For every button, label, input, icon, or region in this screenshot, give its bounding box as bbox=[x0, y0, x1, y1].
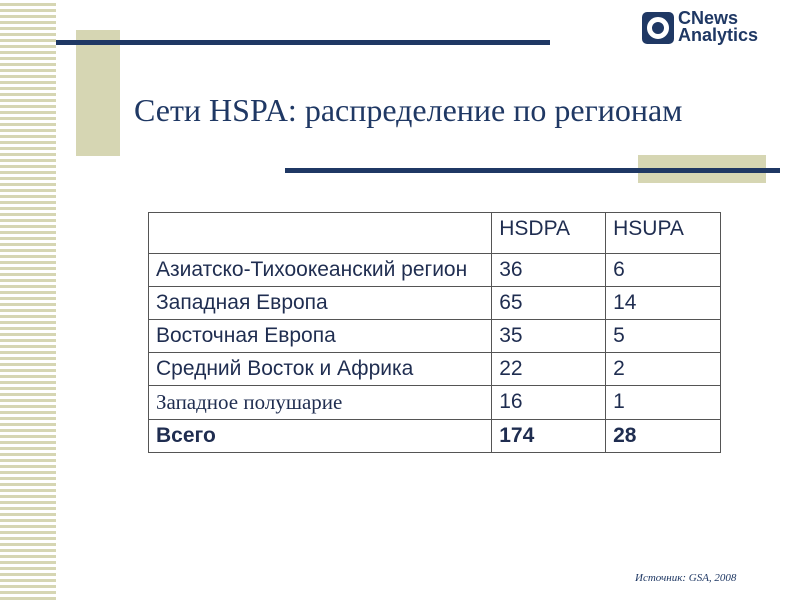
table-total-row bbox=[149, 420, 721, 453]
table-row bbox=[149, 353, 721, 386]
hsdpa-cell: 35 bbox=[492, 320, 606, 353]
total-label-cell: Всего bbox=[149, 420, 492, 453]
region-cell: Средний Восток и Африка bbox=[149, 353, 492, 386]
decorative-stripes bbox=[0, 0, 56, 600]
hsupa-cell: 1 bbox=[606, 386, 721, 420]
region-cell: Западное полушарие bbox=[149, 386, 492, 420]
region-cell: Западная Европа bbox=[149, 287, 492, 320]
table-header-row bbox=[149, 213, 721, 254]
header-cell-hsupa: HSUPA bbox=[606, 213, 721, 254]
header-cell-region bbox=[149, 213, 492, 254]
logo-icon bbox=[642, 12, 674, 44]
hsdpa-cell: 22 bbox=[492, 353, 606, 386]
region-cell: Восточная Европа bbox=[149, 320, 492, 353]
total-hsdpa-cell: 174 bbox=[492, 420, 606, 453]
hsdpa-cell: 16 bbox=[492, 386, 606, 420]
decorative-block-top-left bbox=[76, 30, 120, 156]
cnews-analytics-logo bbox=[640, 10, 788, 50]
hsupa-cell: 2 bbox=[606, 353, 721, 386]
region-cell: Азиатско-Тихоокеанский регион bbox=[149, 254, 492, 287]
hsupa-cell: 5 bbox=[606, 320, 721, 353]
table-row bbox=[149, 287, 721, 320]
source-note: Источник: GSA, 2008 bbox=[635, 572, 737, 584]
slide-title: Сети HSPA: распределение по регионам bbox=[134, 92, 683, 128]
hspa-table bbox=[148, 212, 721, 453]
header-cell-hsdpa: HSDPA bbox=[492, 213, 606, 254]
table-row bbox=[149, 386, 721, 420]
decorative-line-top bbox=[56, 40, 550, 45]
total-hsupa-cell: 28 bbox=[606, 420, 721, 453]
hsupa-cell: 14 bbox=[606, 287, 721, 320]
logo-text bbox=[678, 10, 758, 44]
hsupa-cell: 6 bbox=[606, 254, 721, 287]
logo-line-2: Analytics bbox=[678, 25, 759, 45]
table-row bbox=[149, 254, 721, 287]
hsdpa-cell: 36 bbox=[492, 254, 606, 287]
logo-line-1: CNews bbox=[678, 8, 739, 28]
hsdpa-cell: 65 bbox=[492, 287, 606, 320]
table-row bbox=[149, 320, 721, 353]
decorative-line-middle bbox=[285, 168, 780, 173]
